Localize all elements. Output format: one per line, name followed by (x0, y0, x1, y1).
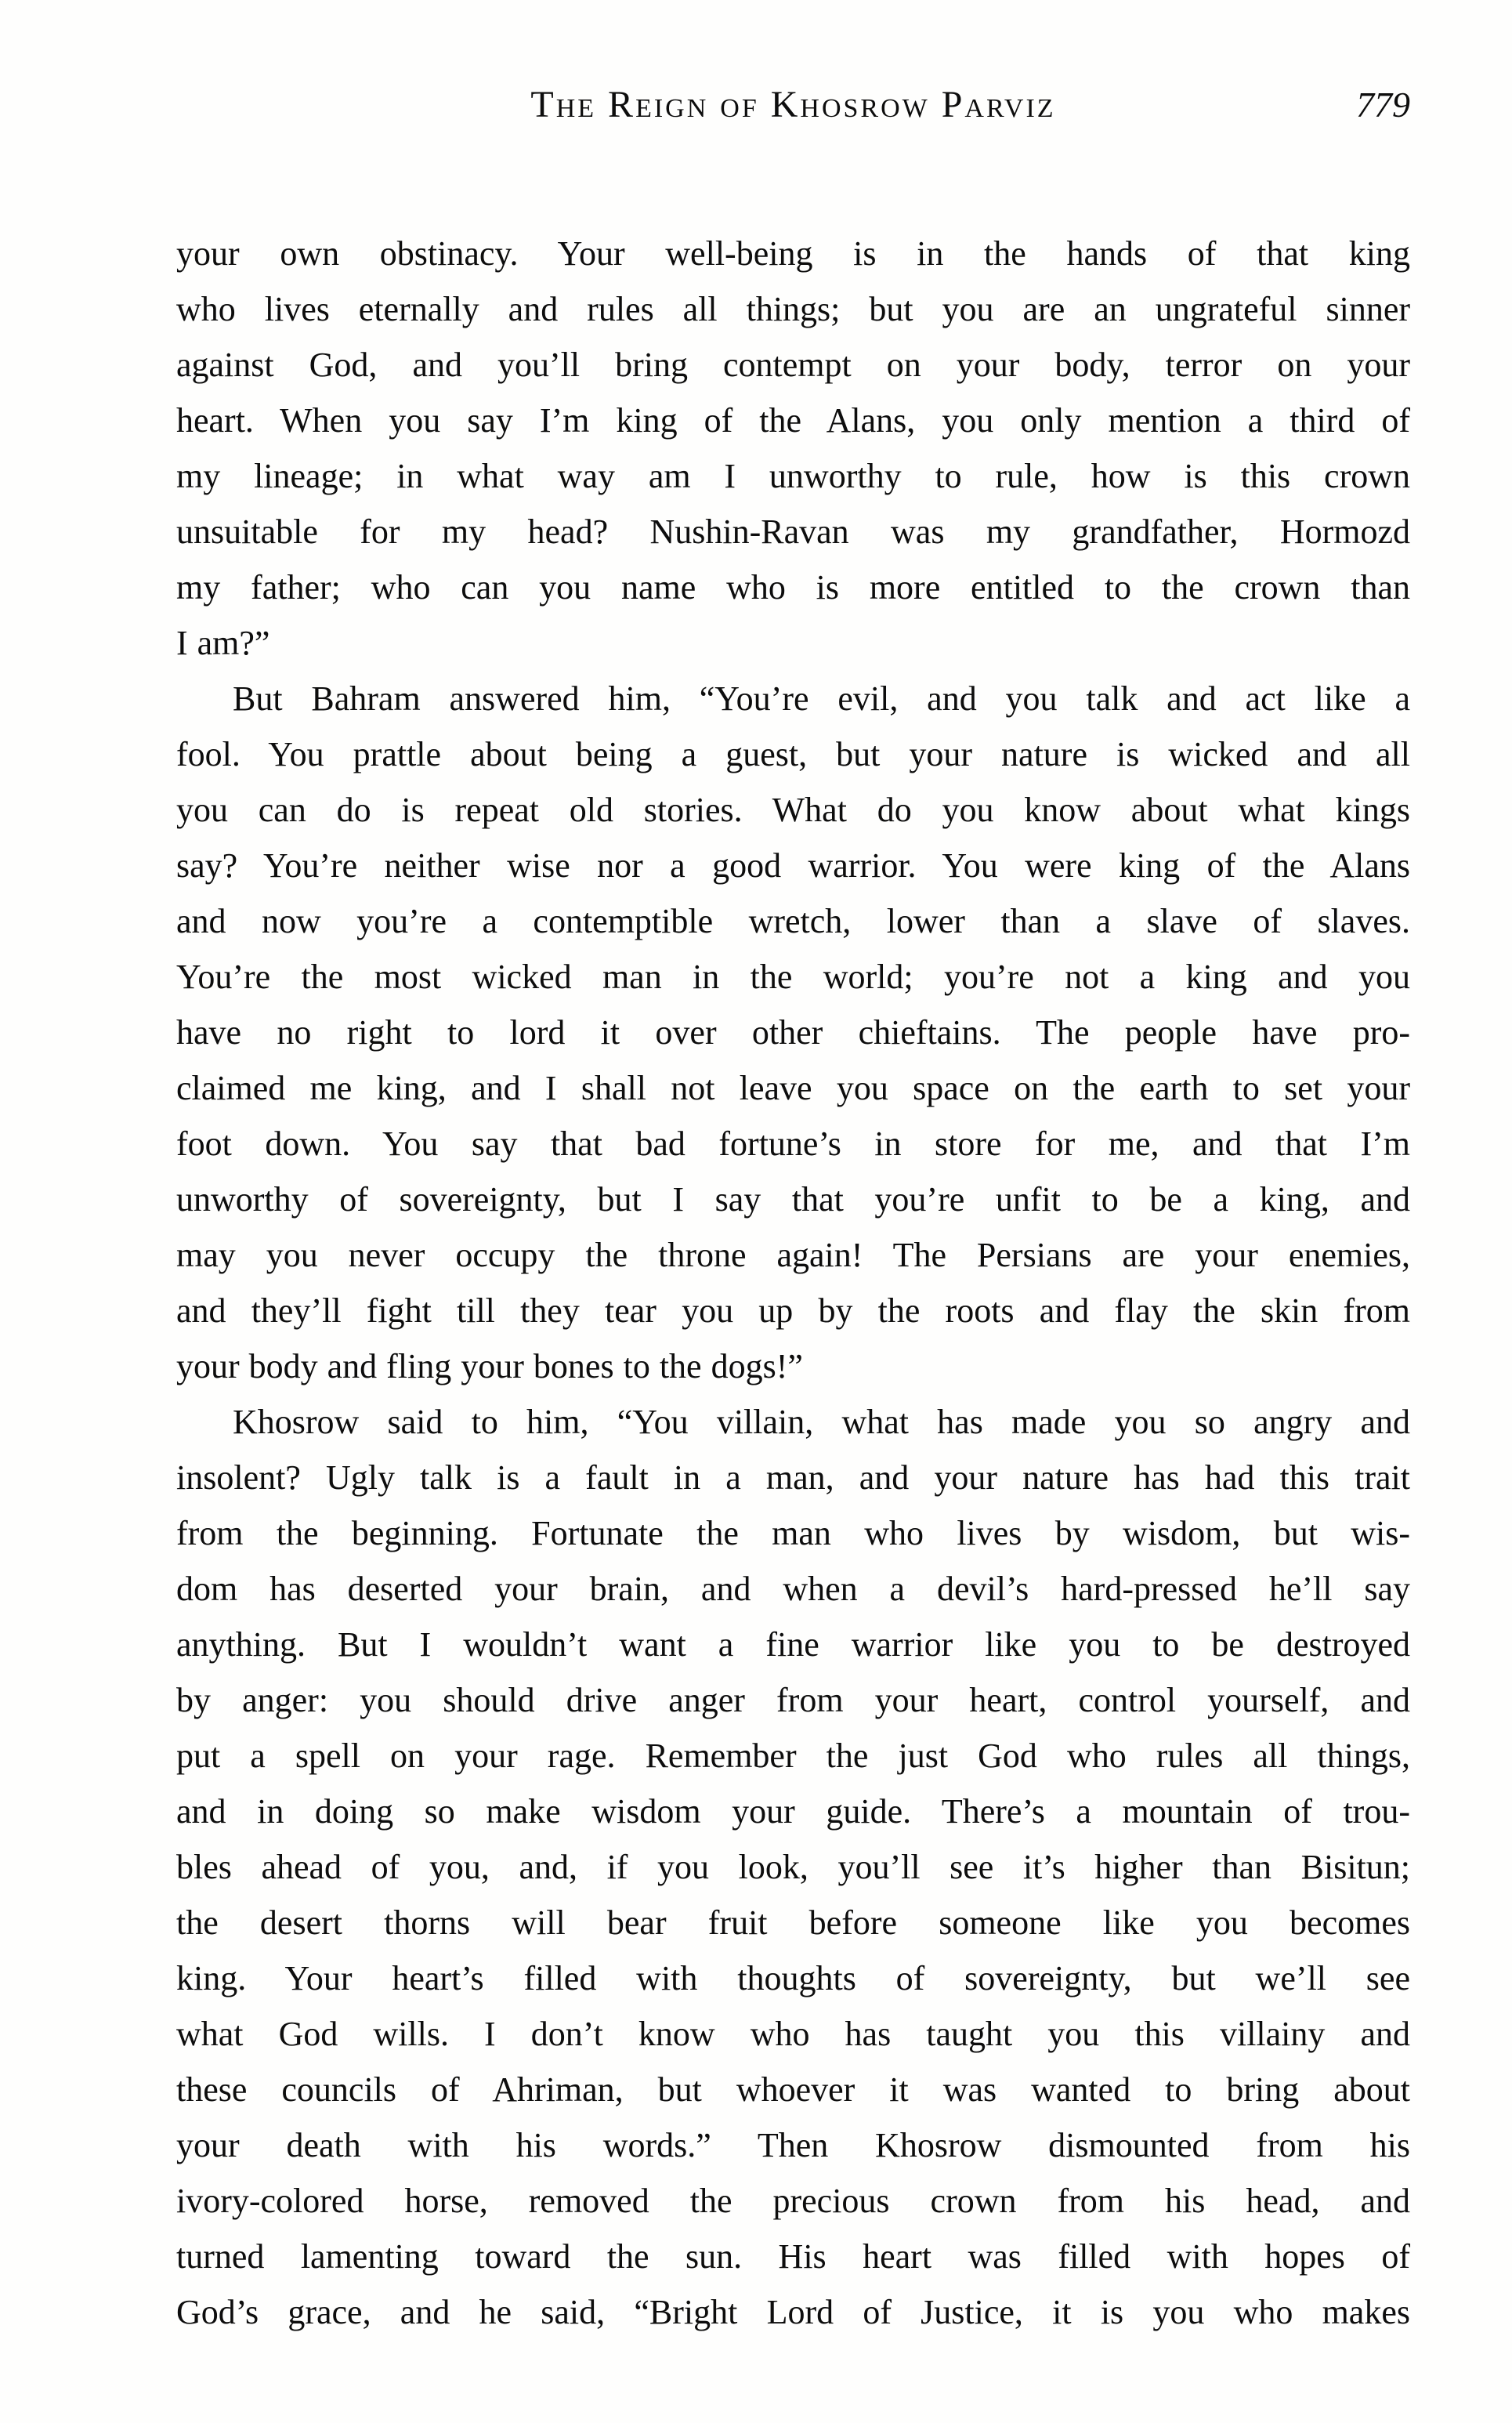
text-line: unsuitable for my head? Nushin-Ravan was my grandfather, Hormozd (176, 512, 1410, 551)
page-body-text (176, 226, 1410, 2340)
text-line: have no right to lord it over other chieftains. The people have pro- (176, 1013, 1410, 1052)
text-line: you can do is repeat old stories. What do you know about what kings (176, 791, 1410, 829)
text-line: anything. But I wouldn’t want a fine warrior like you to be destroyed (176, 1625, 1410, 1664)
text-line: my lineage; in what way am I unworthy to rule, how is this crown (176, 457, 1410, 495)
text-line: bles ahead of you, and, if you look, you’ll see it’s higher than Bisitun; (176, 1848, 1410, 1886)
text-line: my father; who can you name who is more entitled to the crown than (176, 568, 1410, 607)
text-line: against God, and you’ll bring contempt on your body, terror on your (176, 346, 1410, 384)
text-line: say? You’re neither wise nor a good warrior. You were king of the Alans (176, 846, 1410, 885)
text-line: insolent? Ugly talk is a fault in a man, and your nature has had this trait (176, 1458, 1410, 1497)
text-line: from the beginning. Fortunate the man who lives by wisdom, but wis- (176, 1514, 1410, 1552)
text-line: dom has deserted your brain, and when a devil’s hard-pressed he’ll say (176, 1570, 1410, 1608)
text-line: You’re the most wicked man in the world; you’re not a king and you (176, 958, 1410, 996)
text-line: by anger: you should drive anger from your heart, control yourself, and (176, 1681, 1410, 1719)
running-header (176, 83, 1410, 130)
text-line: may you never occupy the throne again! The Persians are your enemies, (176, 1236, 1410, 1274)
text-line: unworthy of sovereignty, but I say that you’re unfit to be a king, and (176, 1180, 1410, 1219)
text-line: your death with his words.” Then Khosrow dismounted from his (176, 2126, 1410, 2164)
text-line: foot down. You say that bad fortune’s in store for me, and that I’m (176, 1125, 1410, 1163)
text-line: Khosrow said to him, “You villain, what has made you so angry and (233, 1403, 1410, 1441)
text-line: heart. When you say I’m king of the Alans, you only mention a third of (176, 401, 1410, 440)
text-line: king. Your heart’s filled with thoughts of sovereignty, but we’ll see (176, 1959, 1410, 1997)
text-line: claimed me king, and I shall not leave you space on the earth to set your (176, 1069, 1410, 1107)
text-line: But Bahram answered him, “You’re evil, and you talk and act like a (233, 679, 1410, 718)
text-line: I am?” (176, 624, 270, 662)
text-line: the desert thorns will bear fruit before someone like you becomes (176, 1903, 1410, 1942)
text-line: what God wills. I don’t know who has taught you this villainy and (176, 2015, 1410, 2053)
text-line: put a spell on your rage. Remember the just God who rules all things, (176, 1737, 1410, 1775)
text-line: these councils of Ahriman, but whoever it was wanted to bring about (176, 2070, 1410, 2109)
text-line: your body and fling your bones to the dogs!” (176, 1347, 803, 1385)
running-title: The Reign of Khosrow Parviz (530, 84, 1056, 125)
text-line: and now you’re a contemptible wretch, lower than a slave of slaves. (176, 902, 1410, 940)
page-number: 779 (1356, 85, 1410, 125)
text-line: who lives eternally and rules all things; but you are an ungrateful sinner (176, 290, 1410, 328)
text-line: and they’ll fight till they tear you up by the roots and flay the skin from (176, 1291, 1410, 1330)
text-line: turned lamenting toward the sun. His heart was filled with hopes of (176, 2237, 1410, 2276)
text-line: fool. You prattle about being a guest, but your nature is wicked and all (176, 735, 1410, 773)
text-line: your own obstinacy. Your well-being is in the hands of that king (176, 234, 1410, 273)
text-line: and in doing so make wisdom your guide. There’s a mountain of trou- (176, 1792, 1410, 1831)
text-line: God’s grace, and he said, “Bright Lord of Justice, it is you who makes (176, 2293, 1410, 2331)
text-line: ivory-colored horse, removed the precious crown from his head, and (176, 2182, 1410, 2220)
